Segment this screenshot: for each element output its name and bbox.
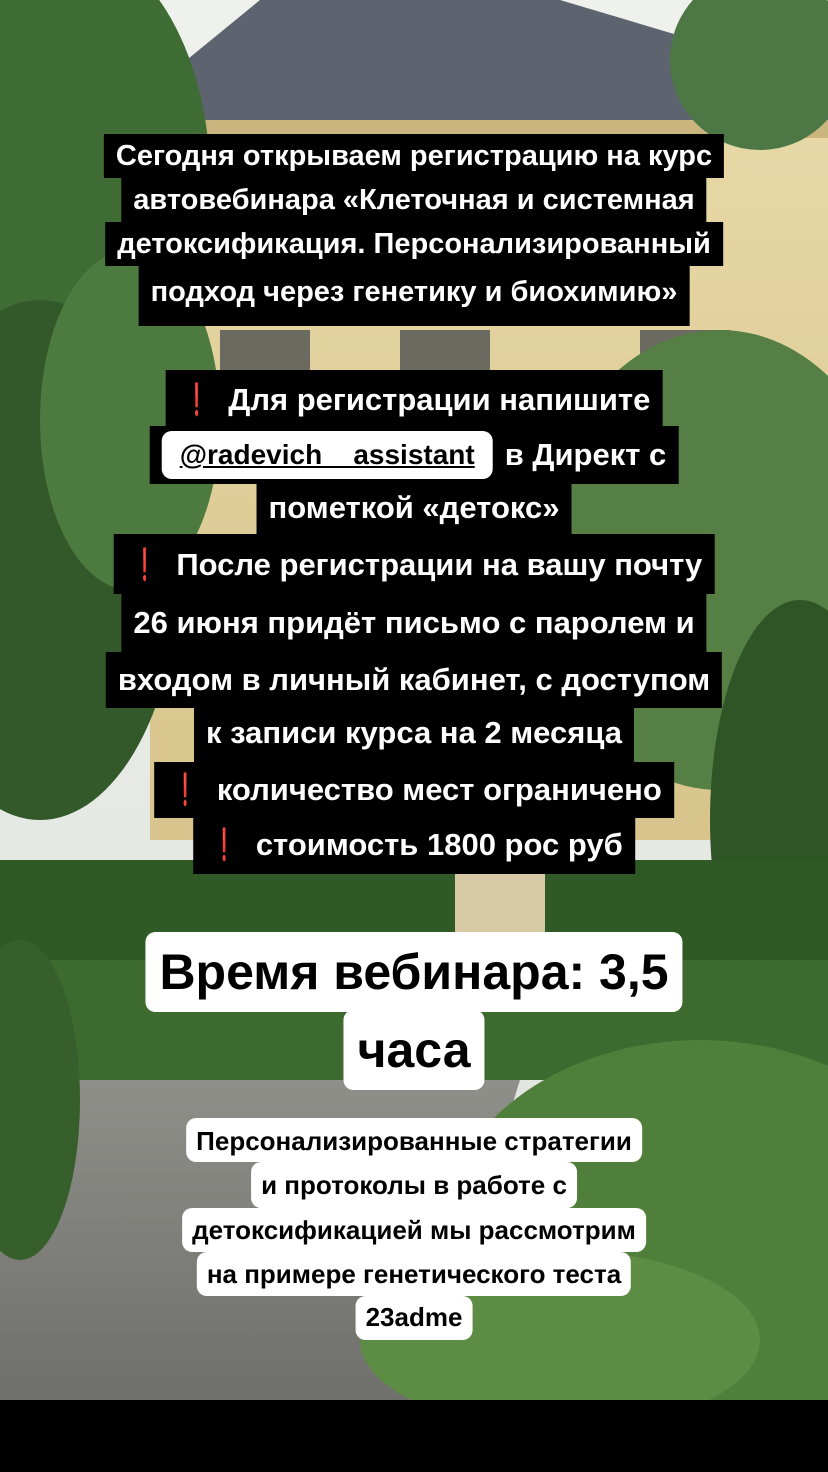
after-registration-line: входом в личный кабинет, с доступом bbox=[106, 652, 722, 708]
description-line: 23adme bbox=[356, 1296, 473, 1340]
intro-line: детоксификация. Персонализированный bbox=[105, 222, 723, 266]
price-text: стоимость 1800 рос руб bbox=[255, 827, 623, 862]
description-line: на примере генетического теста bbox=[197, 1252, 631, 1296]
exclamation-icon: ❗ bbox=[188, 382, 206, 417]
webinar-duration-line: часа bbox=[343, 1010, 484, 1090]
after-registration-line: 26 июня придёт письмо с паролем и bbox=[121, 594, 706, 652]
exclamation-icon: ❗ bbox=[176, 772, 195, 807]
registration-text: Для регистрации напишите bbox=[228, 382, 651, 417]
assistant-mention-link[interactable]: @radevich__assistant bbox=[162, 431, 493, 479]
description-line: детоксификацией мы рассмотрим bbox=[182, 1208, 646, 1252]
registration-line bbox=[166, 370, 663, 426]
intro-line: подход через генетику и биохимию» bbox=[139, 266, 690, 326]
registration-mention-row bbox=[150, 426, 679, 484]
webinar-duration-line: Время вебинара: 3,5 bbox=[145, 932, 682, 1012]
limited-seats-line bbox=[154, 762, 674, 818]
intro-line: Сегодня открываем регистрацию на курс bbox=[104, 134, 724, 178]
description-line: и протоколы в работе с bbox=[251, 1162, 577, 1208]
registration-note: пометкой «детокс» bbox=[257, 484, 572, 534]
after-registration-line: к записи курса на 2 месяца bbox=[194, 708, 634, 762]
after-registration-text: После регистрации на вашу почту bbox=[176, 547, 703, 582]
exclamation-icon: ❗ bbox=[136, 547, 154, 582]
price-line bbox=[193, 818, 635, 874]
registration-direct-text: в Директ с bbox=[504, 437, 667, 472]
exclamation-icon: ❗ bbox=[215, 827, 234, 862]
description-line: Персонализированные стратегии bbox=[186, 1118, 642, 1162]
bottom-bar bbox=[0, 1400, 828, 1472]
intro-line: автовебинара «Клеточная и системная bbox=[121, 178, 706, 222]
after-registration-line bbox=[114, 534, 715, 594]
limited-seats-text: количество мест ограничено bbox=[216, 772, 662, 807]
